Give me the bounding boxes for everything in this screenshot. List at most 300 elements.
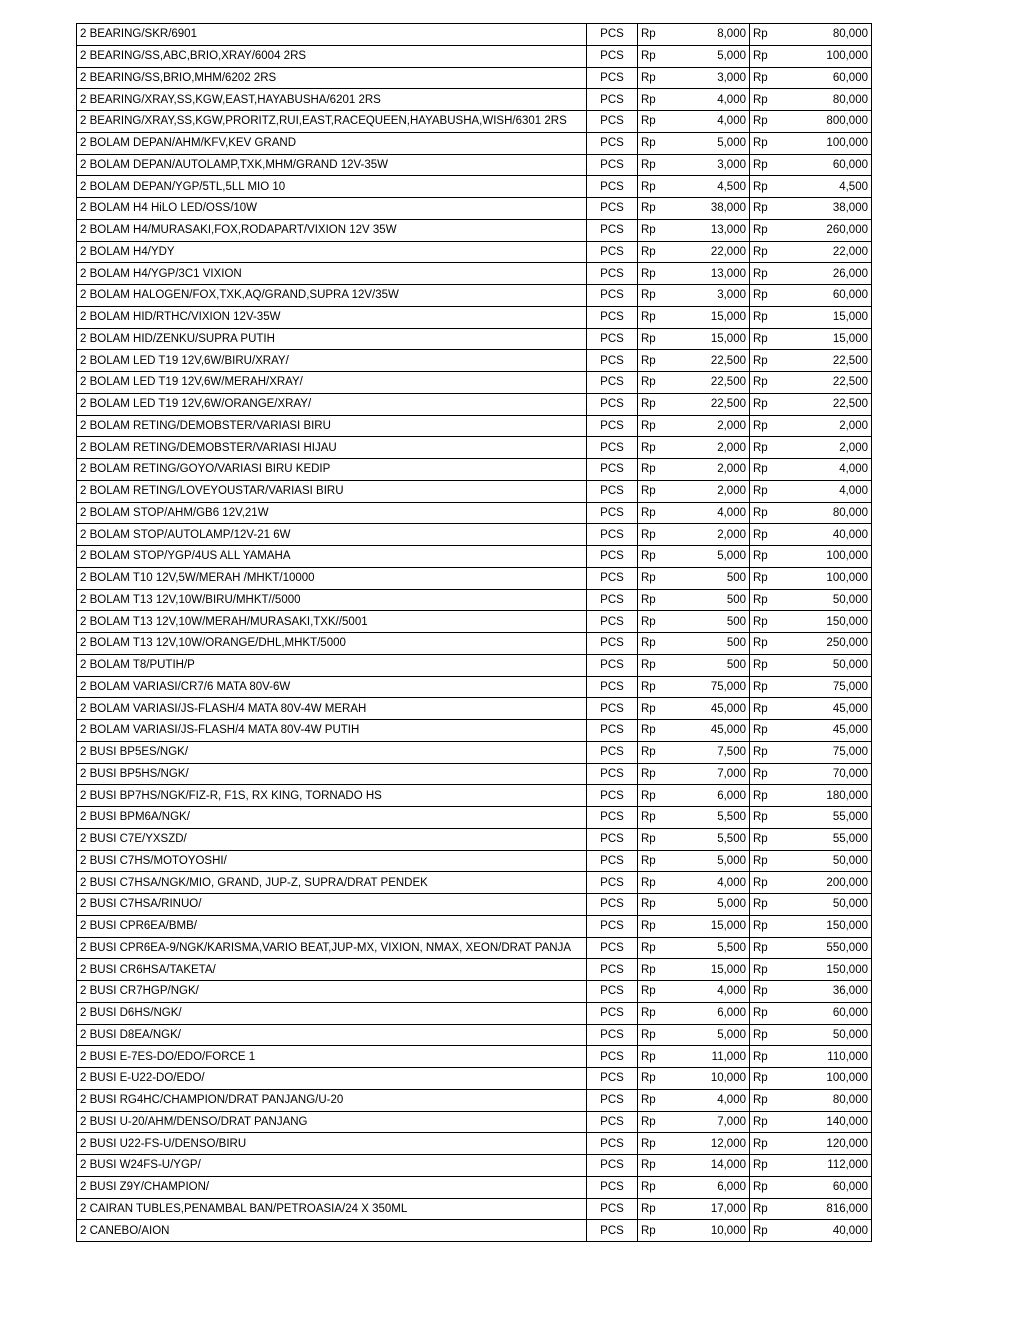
table-row: [77, 263, 872, 285]
total-currency: Rp: [750, 1089, 787, 1111]
total-amount: 50,000: [786, 894, 872, 916]
unit-price: 3,000: [674, 67, 750, 89]
unit-price: 5,000: [674, 894, 750, 916]
unit-price: 500: [674, 633, 750, 655]
item-description: 2 BOLAM DEPAN/AUTOLAMP,TXK,MHM/GRAND 12V-35W: [77, 154, 587, 176]
item-unit: PCS: [587, 45, 638, 67]
total-currency: Rp: [750, 45, 787, 67]
total-amount: 45,000: [786, 720, 872, 742]
item-unit: PCS: [587, 524, 638, 546]
unit-price: 5,000: [674, 1024, 750, 1046]
total-currency: Rp: [750, 1024, 787, 1046]
total-currency: Rp: [750, 937, 787, 959]
price-currency: Rp: [638, 524, 675, 546]
price-currency: Rp: [638, 198, 675, 220]
item-description: 2 BOLAM HID/RTHC/VIXION 12V-35W: [77, 306, 587, 328]
unit-price: 2,000: [674, 524, 750, 546]
total-currency: Rp: [750, 1176, 787, 1198]
price-currency: Rp: [638, 480, 675, 502]
total-amount: 50,000: [786, 654, 872, 676]
item-description: 2 BOLAM DEPAN/AHM/KFV,KEV GRAND: [77, 132, 587, 154]
item-description: 2 BOLAM LED T19 12V,6W/ORANGE/XRAY/: [77, 393, 587, 415]
total-currency: Rp: [750, 89, 787, 111]
total-amount: 80,000: [786, 89, 872, 111]
total-currency: Rp: [750, 763, 787, 785]
table-row: [77, 328, 872, 350]
total-amount: 180,000: [786, 785, 872, 807]
item-unit: PCS: [587, 328, 638, 350]
item-unit: PCS: [587, 1176, 638, 1198]
item-unit: PCS: [587, 306, 638, 328]
item-description: 2 BUSI BP5ES/NGK/: [77, 741, 587, 763]
unit-price: 45,000: [674, 720, 750, 742]
table-row: [77, 763, 872, 785]
item-unit: PCS: [587, 198, 638, 220]
table-row: [77, 524, 872, 546]
unit-price: 15,000: [674, 306, 750, 328]
item-unit: PCS: [587, 459, 638, 481]
price-currency: Rp: [638, 676, 675, 698]
price-currency: Rp: [638, 1176, 675, 1198]
item-description: 2 BOLAM VARIASI/JS-FLASH/4 MATA 80V-4W MERAH: [77, 698, 587, 720]
table-row: [77, 785, 872, 807]
unit-price: 12,000: [674, 1133, 750, 1155]
price-currency: Rp: [638, 285, 675, 307]
table-row: [77, 285, 872, 307]
item-unit: PCS: [587, 1111, 638, 1133]
item-description: 2 CAIRAN TUBLES,PENAMBAL BAN/PETROASIA/24 X 350ML: [77, 1198, 587, 1220]
item-description: 2 BOLAM H4/MURASAKI,FOX,RODAPART/VIXION 12V 35W: [77, 219, 587, 241]
total-currency: Rp: [750, 219, 787, 241]
price-currency: Rp: [638, 654, 675, 676]
price-currency: Rp: [638, 937, 675, 959]
total-amount: 100,000: [786, 132, 872, 154]
table-row: [77, 654, 872, 676]
unit-price: 4,000: [674, 872, 750, 894]
item-unit: PCS: [587, 785, 638, 807]
item-unit: PCS: [587, 372, 638, 394]
total-amount: 50,000: [786, 589, 872, 611]
unit-price: 500: [674, 589, 750, 611]
unit-price: 5,500: [674, 828, 750, 850]
item-description: 2 BOLAM RETING/DEMOBSTER/VARIASI BIRU: [77, 415, 587, 437]
unit-price: 5,500: [674, 807, 750, 829]
price-currency: Rp: [638, 67, 675, 89]
total-currency: Rp: [750, 1046, 787, 1068]
total-amount: 100,000: [786, 1068, 872, 1090]
unit-price: 5,000: [674, 546, 750, 568]
table-row: [77, 459, 872, 481]
total-amount: 100,000: [786, 45, 872, 67]
price-currency: Rp: [638, 306, 675, 328]
unit-price: 5,500: [674, 937, 750, 959]
item-description: 2 BUSI D8EA/NGK/: [77, 1024, 587, 1046]
item-unit: PCS: [587, 350, 638, 372]
unit-price: 7,500: [674, 741, 750, 763]
unit-price: 2,000: [674, 437, 750, 459]
price-currency: Rp: [638, 1002, 675, 1024]
item-unit: PCS: [587, 828, 638, 850]
table-row: [77, 306, 872, 328]
item-unit: PCS: [587, 676, 638, 698]
table-row: [77, 393, 872, 415]
total-amount: 250,000: [786, 633, 872, 655]
table-row: [77, 850, 872, 872]
price-currency: Rp: [638, 1111, 675, 1133]
total-currency: Rp: [750, 437, 787, 459]
price-currency: Rp: [638, 393, 675, 415]
table-row: [77, 154, 872, 176]
total-amount: 55,000: [786, 807, 872, 829]
unit-price: 5,000: [674, 132, 750, 154]
price-currency: Rp: [638, 132, 675, 154]
total-currency: Rp: [750, 1133, 787, 1155]
unit-price: 4,500: [674, 176, 750, 198]
total-currency: Rp: [750, 154, 787, 176]
table-row: [77, 219, 872, 241]
item-unit: PCS: [587, 654, 638, 676]
price-currency: Rp: [638, 89, 675, 111]
unit-price: 13,000: [674, 219, 750, 241]
item-unit: PCS: [587, 567, 638, 589]
price-currency: Rp: [638, 807, 675, 829]
table-row: [77, 132, 872, 154]
item-unit: PCS: [587, 89, 638, 111]
price-currency: Rp: [638, 1046, 675, 1068]
item-unit: PCS: [587, 502, 638, 524]
unit-price: 3,000: [674, 154, 750, 176]
total-amount: 100,000: [786, 567, 872, 589]
table-row: [77, 1176, 872, 1198]
price-currency: Rp: [638, 176, 675, 198]
total-amount: 22,500: [786, 393, 872, 415]
item-description: 2 BUSI BP5HS/NGK/: [77, 763, 587, 785]
table-row: [77, 1111, 872, 1133]
price-currency: Rp: [638, 589, 675, 611]
unit-price: 5,000: [674, 45, 750, 67]
price-currency: Rp: [638, 154, 675, 176]
total-currency: Rp: [750, 1068, 787, 1090]
total-amount: 200,000: [786, 872, 872, 894]
total-amount: 800,000: [786, 111, 872, 133]
total-amount: 45,000: [786, 698, 872, 720]
price-currency: Rp: [638, 350, 675, 372]
item-unit: PCS: [587, 241, 638, 263]
total-amount: 50,000: [786, 850, 872, 872]
item-description: 2 BEARING/SKR/6901: [77, 24, 587, 46]
total-amount: 60,000: [786, 1176, 872, 1198]
item-description: 2 BUSI C7HS/MOTOYOSHI/: [77, 850, 587, 872]
unit-price: 500: [674, 567, 750, 589]
table-row: [77, 741, 872, 763]
price-currency: Rp: [638, 459, 675, 481]
unit-price: 13,000: [674, 263, 750, 285]
total-currency: Rp: [750, 828, 787, 850]
total-currency: Rp: [750, 67, 787, 89]
item-description: 2 BOLAM DEPAN/YGP/5TL,5LL MIO 10: [77, 176, 587, 198]
item-description: 2 BUSI W24FS-U/YGP/: [77, 1155, 587, 1177]
unit-price: 11,000: [674, 1046, 750, 1068]
total-amount: 80,000: [786, 1089, 872, 1111]
price-currency: Rp: [638, 241, 675, 263]
total-currency: Rp: [750, 1198, 787, 1220]
total-currency: Rp: [750, 589, 787, 611]
item-description: 2 BUSI RG4HC/CHAMPION/DRAT PANJANG/U-20: [77, 1089, 587, 1111]
total-amount: 2,000: [786, 415, 872, 437]
price-currency: Rp: [638, 720, 675, 742]
price-currency: Rp: [638, 633, 675, 655]
total-currency: Rp: [750, 850, 787, 872]
unit-price: 75,000: [674, 676, 750, 698]
item-description: 2 BOLAM H4/YGP/3C1 VIXION: [77, 263, 587, 285]
item-unit: PCS: [587, 633, 638, 655]
price-currency: Rp: [638, 263, 675, 285]
table-row: [77, 1220, 872, 1242]
total-currency: Rp: [750, 480, 787, 502]
unit-price: 22,000: [674, 241, 750, 263]
table-row: [77, 981, 872, 1003]
item-unit: PCS: [587, 1024, 638, 1046]
table-row: [77, 502, 872, 524]
price-currency: Rp: [638, 959, 675, 981]
item-description: 2 BUSI C7E/YXSZD/: [77, 828, 587, 850]
item-description: 2 BOLAM T13 12V,10W/BIRU/MHKT//5000: [77, 589, 587, 611]
total-amount: 55,000: [786, 828, 872, 850]
item-unit: PCS: [587, 437, 638, 459]
total-currency: Rp: [750, 567, 787, 589]
item-description: 2 BUSI Z9Y/CHAMPION/: [77, 1176, 587, 1198]
item-description: 2 BOLAM T13 12V,10W/ORANGE/DHL,MHKT/5000: [77, 633, 587, 655]
total-amount: 15,000: [786, 328, 872, 350]
price-currency: Rp: [638, 915, 675, 937]
item-unit: PCS: [587, 24, 638, 46]
item-unit: PCS: [587, 1068, 638, 1090]
item-description: 2 BOLAM VARIASI/JS-FLASH/4 MATA 80V-4W PUTIH: [77, 720, 587, 742]
total-amount: 80,000: [786, 24, 872, 46]
total-amount: 60,000: [786, 154, 872, 176]
item-unit: PCS: [587, 1046, 638, 1068]
total-currency: Rp: [750, 1002, 787, 1024]
total-currency: Rp: [750, 328, 787, 350]
unit-price: 6,000: [674, 1176, 750, 1198]
total-amount: 100,000: [786, 546, 872, 568]
total-currency: Rp: [750, 111, 787, 133]
total-currency: Rp: [750, 263, 787, 285]
item-unit: PCS: [587, 176, 638, 198]
item-description: 2 BUSI U-20/AHM/DENSO/DRAT PANJANG: [77, 1111, 587, 1133]
unit-price: 2,000: [674, 415, 750, 437]
total-amount: 150,000: [786, 915, 872, 937]
item-unit: PCS: [587, 1133, 638, 1155]
total-currency: Rp: [750, 785, 787, 807]
item-unit: PCS: [587, 393, 638, 415]
total-amount: 80,000: [786, 502, 872, 524]
unit-price: 4,000: [674, 89, 750, 111]
total-currency: Rp: [750, 393, 787, 415]
item-description: 2 BOLAM STOP/AHM/GB6 12V,21W: [77, 502, 587, 524]
total-amount: 22,500: [786, 372, 872, 394]
unit-price: 15,000: [674, 959, 750, 981]
total-currency: Rp: [750, 611, 787, 633]
total-currency: Rp: [750, 654, 787, 676]
item-description: 2 BEARING/XRAY,SS,KGW,EAST,HAYABUSHA/6201 2RS: [77, 89, 587, 111]
item-description: 2 BUSI C7HSA/NGK/MIO, GRAND, JUP-Z, SUPRA/DRAT PENDEK: [77, 872, 587, 894]
total-amount: 15,000: [786, 306, 872, 328]
unit-price: 500: [674, 654, 750, 676]
price-currency: Rp: [638, 1024, 675, 1046]
item-description: 2 BOLAM LED T19 12V,6W/MERAH/XRAY/: [77, 372, 587, 394]
item-unit: PCS: [587, 1220, 638, 1242]
table-row: [77, 872, 872, 894]
total-currency: Rp: [750, 894, 787, 916]
price-currency: Rp: [638, 1089, 675, 1111]
item-description: 2 BUSI CR7HGP/NGK/: [77, 981, 587, 1003]
total-currency: Rp: [750, 1155, 787, 1177]
item-unit: PCS: [587, 698, 638, 720]
total-amount: 36,000: [786, 981, 872, 1003]
item-description: 2 BOLAM H4 HiLO LED/OSS/10W: [77, 198, 587, 220]
item-unit: PCS: [587, 763, 638, 785]
table-row: [77, 1046, 872, 1068]
table-row: [77, 415, 872, 437]
price-currency: Rp: [638, 828, 675, 850]
price-currency: Rp: [638, 328, 675, 350]
total-currency: Rp: [750, 285, 787, 307]
total-currency: Rp: [750, 698, 787, 720]
table-row: [77, 24, 872, 46]
unit-price: 2,000: [674, 459, 750, 481]
item-unit: PCS: [587, 981, 638, 1003]
total-amount: 60,000: [786, 285, 872, 307]
price-currency: Rp: [638, 741, 675, 763]
unit-price: 22,500: [674, 393, 750, 415]
total-currency: Rp: [750, 981, 787, 1003]
total-amount: 75,000: [786, 741, 872, 763]
item-description: 2 BUSI E-U22-DO/EDO/: [77, 1068, 587, 1090]
table-row: [77, 350, 872, 372]
item-description: 2 BOLAM T13 12V,10W/MERAH/MURASAKI,TXK//5001: [77, 611, 587, 633]
total-amount: 816,000: [786, 1198, 872, 1220]
table-row: [77, 45, 872, 67]
total-amount: 26,000: [786, 263, 872, 285]
total-amount: 4,500: [786, 176, 872, 198]
unit-price: 15,000: [674, 328, 750, 350]
price-currency: Rp: [638, 1155, 675, 1177]
total-amount: 150,000: [786, 611, 872, 633]
total-currency: Rp: [750, 720, 787, 742]
unit-price: 38,000: [674, 198, 750, 220]
item-description: 2 BUSI BP7HS/NGK/FIZ-R, F1S, RX KING, TORNADO HS: [77, 785, 587, 807]
item-unit: PCS: [587, 915, 638, 937]
unit-price: 4,000: [674, 981, 750, 1003]
table-row: [77, 1068, 872, 1090]
unit-price: 15,000: [674, 915, 750, 937]
total-currency: Rp: [750, 198, 787, 220]
item-unit: PCS: [587, 720, 638, 742]
item-description: 2 BUSI CPR6EA/BMB/: [77, 915, 587, 937]
item-description: 2 BUSI E-7ES-DO/EDO/FORCE 1: [77, 1046, 587, 1068]
price-currency: Rp: [638, 611, 675, 633]
item-unit: PCS: [587, 285, 638, 307]
table-row: [77, 372, 872, 394]
item-unit: PCS: [587, 263, 638, 285]
total-currency: Rp: [750, 807, 787, 829]
item-description: 2 BOLAM T8/PUTIH/P: [77, 654, 587, 676]
total-amount: 112,000: [786, 1155, 872, 1177]
table-row: [77, 198, 872, 220]
table-row: [77, 611, 872, 633]
item-unit: PCS: [587, 415, 638, 437]
total-amount: 140,000: [786, 1111, 872, 1133]
unit-price: 17,000: [674, 1198, 750, 1220]
item-unit: PCS: [587, 611, 638, 633]
table-row: [77, 828, 872, 850]
total-currency: Rp: [750, 132, 787, 154]
unit-price: 8,000: [674, 24, 750, 46]
item-unit: PCS: [587, 132, 638, 154]
unit-price: 4,000: [674, 502, 750, 524]
price-currency: Rp: [638, 415, 675, 437]
table-row: [77, 698, 872, 720]
price-list-table: [76, 23, 872, 1242]
price-currency: Rp: [638, 24, 675, 46]
unit-price: 10,000: [674, 1220, 750, 1242]
item-description: 2 BEARING/XRAY,SS,KGW,PRORITZ,RUI,EAST,RACEQUEEN,HAYABUSHA,WISH/6301 2RS: [77, 111, 587, 133]
item-description: 2 BOLAM HID/ZENKU/SUPRA PUTIH: [77, 328, 587, 350]
total-amount: 150,000: [786, 959, 872, 981]
total-currency: Rp: [750, 915, 787, 937]
total-currency: Rp: [750, 546, 787, 568]
total-currency: Rp: [750, 241, 787, 263]
total-currency: Rp: [750, 676, 787, 698]
price-currency: Rp: [638, 1220, 675, 1242]
unit-price: 6,000: [674, 1002, 750, 1024]
item-unit: PCS: [587, 546, 638, 568]
total-amount: 22,000: [786, 241, 872, 263]
unit-price: 3,000: [674, 285, 750, 307]
total-currency: Rp: [750, 524, 787, 546]
table-row: [77, 915, 872, 937]
price-currency: Rp: [638, 111, 675, 133]
table-row: [77, 807, 872, 829]
price-currency: Rp: [638, 763, 675, 785]
table-row: [77, 937, 872, 959]
unit-price: 5,000: [674, 850, 750, 872]
table-row: [77, 1198, 872, 1220]
table-row: [77, 959, 872, 981]
item-description: 2 BUSI CR6HSA/TAKETA/: [77, 959, 587, 981]
item-description: 2 BUSI CPR6EA-9/NGK/KARISMA,VARIO BEAT,JUP-MX, VIXION, NMAX, XEON/DRAT PANJA: [77, 937, 587, 959]
table-row: [77, 176, 872, 198]
price-currency: Rp: [638, 567, 675, 589]
price-currency: Rp: [638, 981, 675, 1003]
item-description: 2 BOLAM STOP/AUTOLAMP/12V-21 6W: [77, 524, 587, 546]
table-row: [77, 89, 872, 111]
table-row: [77, 67, 872, 89]
table-row: [77, 589, 872, 611]
price-currency: Rp: [638, 1068, 675, 1090]
item-unit: PCS: [587, 67, 638, 89]
price-currency: Rp: [638, 1198, 675, 1220]
table-row: [77, 546, 872, 568]
total-amount: 110,000: [786, 1046, 872, 1068]
total-currency: Rp: [750, 1220, 787, 1242]
price-currency: Rp: [638, 372, 675, 394]
item-unit: PCS: [587, 1155, 638, 1177]
total-amount: 60,000: [786, 67, 872, 89]
item-unit: PCS: [587, 741, 638, 763]
total-amount: 38,000: [786, 198, 872, 220]
